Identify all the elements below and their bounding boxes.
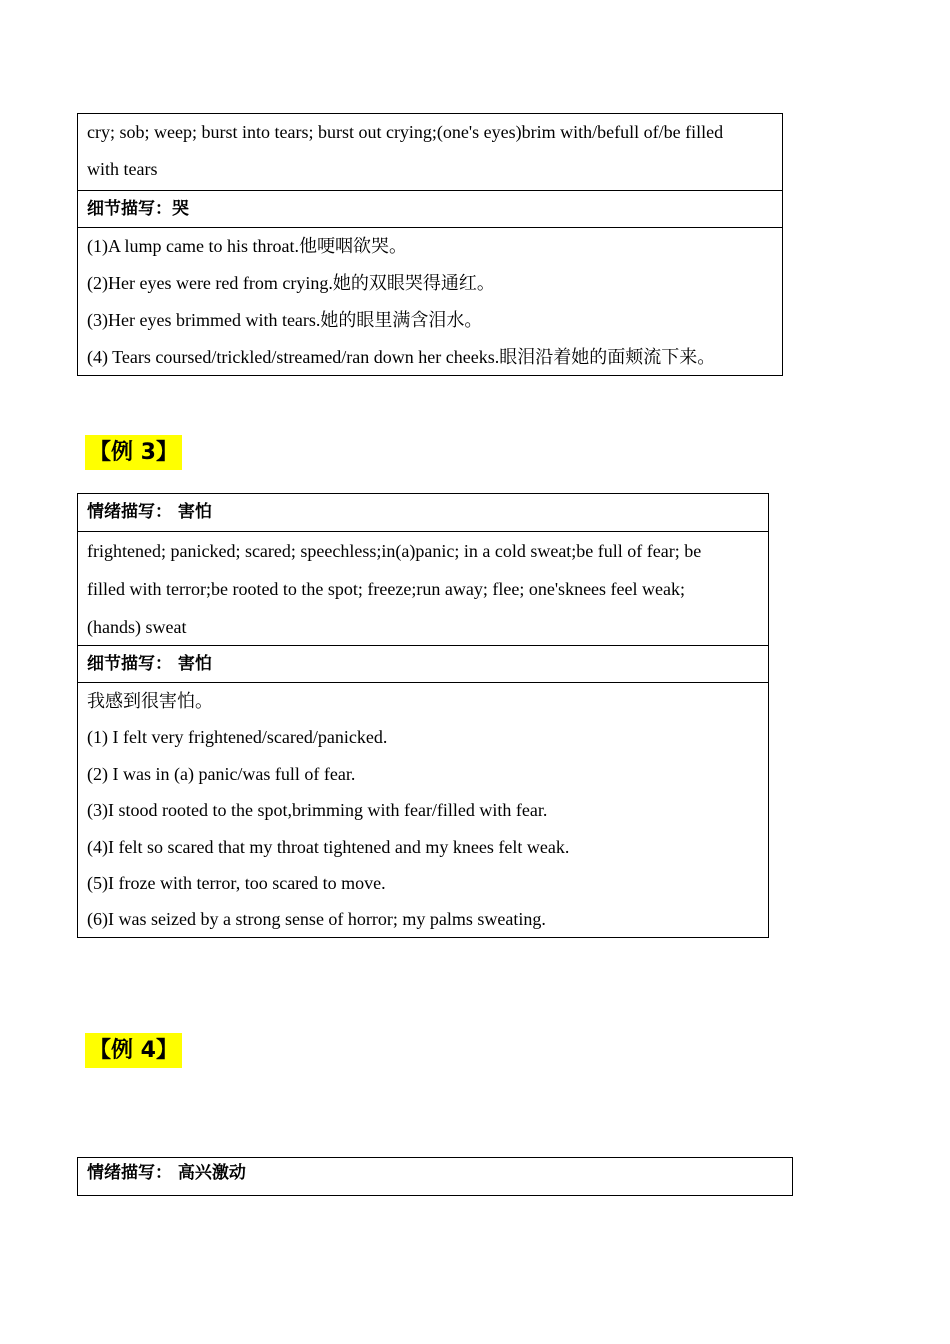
fear-sentence-6: (6)I was seized by a strong sense of horror; my palms sweating.	[87, 909, 546, 930]
fear-sentence-1: (1) I felt very frightened/scared/panicked.	[87, 727, 388, 748]
example-3-label: 【例 3】	[85, 435, 182, 470]
crying-sentences-cell	[78, 227, 782, 375]
fear-sentence-2: (2) I was in (a) panic/was full of fear.	[87, 763, 356, 784]
fear-vocab-line-1: frightened; panicked; scared; speechless;in(a)panic; in a cold sweat;be full of fear; be	[87, 541, 702, 561]
crying-sentence-2: (2)Her eyes were red from crying.她的双眼哭得通红。	[87, 273, 495, 293]
fear-emotion-heading: 情绪描写： 害怕	[87, 502, 212, 522]
fear-sentence-3: (3)I stood rooted to the spot,brimming with fear/filled with fear.	[87, 800, 548, 821]
crying-sentence-3: (3)Her eyes brimmed with tears.她的眼里满含泪水。	[87, 310, 483, 330]
crying-table	[77, 113, 783, 376]
fear-vocab-line-3: (hands) sweat	[87, 617, 187, 637]
example-4-label: 【例 4】	[85, 1033, 182, 1068]
fear-sentence-5: (5)I froze with terror, too scared to move.	[87, 873, 386, 894]
crying-sentence-4: (4) Tears coursed/trickled/streamed/ran down her cheeks.眼泪沿着她的面颊流下来。	[87, 347, 716, 367]
joy-emotion-heading: 情绪描写： 高兴激动	[87, 1163, 246, 1183]
joy-table	[77, 1157, 793, 1196]
fear-sentence-cn: 我感到很害怕。	[87, 691, 213, 711]
crying-detail-heading: 细节描写：哭	[78, 190, 782, 227]
crying-vocab-line-2: with tears	[87, 159, 158, 179]
fear-vocab-line-2: filled with terror;be rooted to the spot; freeze;run away; flee; one'sknees feel weak;	[87, 579, 685, 599]
crying-vocab-line-1: cry; sob; weep; burst into tears; burst out crying;(one's eyes)brim with/befull of/be filled	[87, 122, 724, 142]
fear-table	[77, 493, 769, 938]
fear-sentence-4: (4)I felt so scared that my throat tightened and my knees felt weak.	[87, 836, 570, 857]
crying-sentence-1: (1)A lump came to his throat.他哽咽欲哭。	[87, 236, 407, 256]
fear-vocab-cell	[78, 531, 768, 645]
fear-detail-heading: 细节描写： 害怕	[78, 645, 768, 682]
fear-sentences-cell	[78, 682, 768, 937]
crying-vocab-cell	[78, 114, 782, 190]
